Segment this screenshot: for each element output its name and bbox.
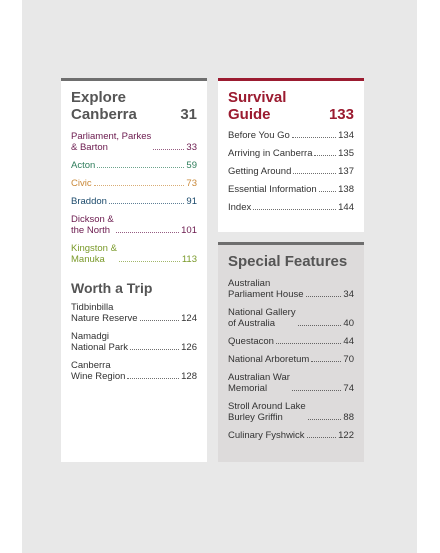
page-background	[22, 0, 417, 553]
toc-entry-index[interactable]: Index 144	[228, 202, 354, 213]
special-features-heading: Special Features	[228, 253, 348, 270]
survival-card	[218, 78, 364, 232]
toc-entry-culinary-fyshwick[interactable]: Culinary Fyshwick 122	[228, 430, 354, 441]
toc-entry-wine-region[interactable]: Canberra Wine Region 128	[71, 360, 197, 382]
toc-entry-lake-burley-griffin[interactable]: Stroll Around Lake Burley Griffin 88	[228, 401, 354, 423]
toc-entry-before-you-go[interactable]: Before You Go 134	[228, 130, 354, 141]
explore-page: 31	[180, 106, 197, 123]
toc-entry-getting-around[interactable]: Getting Around 137	[228, 166, 354, 177]
toc-entry-arriving[interactable]: Arriving in Canberra 135	[228, 148, 354, 159]
toc-entry-braddon[interactable]: Braddon 91	[71, 196, 197, 207]
explore-card	[61, 78, 207, 462]
survival-page: 133	[328, 106, 354, 123]
toc-entry-acton[interactable]: Acton 59	[71, 160, 197, 171]
toc-entry-questacon[interactable]: Questacon 44	[228, 336, 354, 347]
toc-entry-war-memorial[interactable]: Australian War Memorial 74	[228, 372, 354, 394]
explore-heading	[71, 89, 197, 123]
toc-entry-parliament-house[interactable]: Australian Parliament House 34	[228, 278, 354, 300]
toc-entry-essential-info[interactable]: Essential Information 138	[228, 184, 354, 195]
toc-entry-civic[interactable]: Civic 73	[71, 178, 197, 189]
toc-entry-namadgi[interactable]: Namadgi National Park 126	[71, 331, 197, 353]
toc-entry-parliament[interactable]: Parliament, Parkes & Barton 33	[71, 131, 197, 153]
explore-title: Explore Canberra	[71, 89, 137, 123]
toc-entry-national-gallery[interactable]: National Gallery of Australia 40	[228, 307, 354, 329]
survival-heading	[228, 89, 354, 123]
survival-title: Survival Guide	[228, 89, 287, 123]
toc-entry-dickson[interactable]: Dickson & the North 101	[71, 214, 197, 236]
special-features-card	[218, 242, 364, 462]
toc-entry-tidbinbilla[interactable]: Tidbinbilla Nature Reserve 124	[71, 302, 197, 324]
toc-entry-kingston[interactable]: Kingston & Manuka 113	[71, 243, 197, 265]
worth-a-trip-heading: Worth a Trip	[71, 280, 153, 296]
toc-entry-national-arboretum[interactable]: National Arboretum 70	[228, 354, 354, 365]
